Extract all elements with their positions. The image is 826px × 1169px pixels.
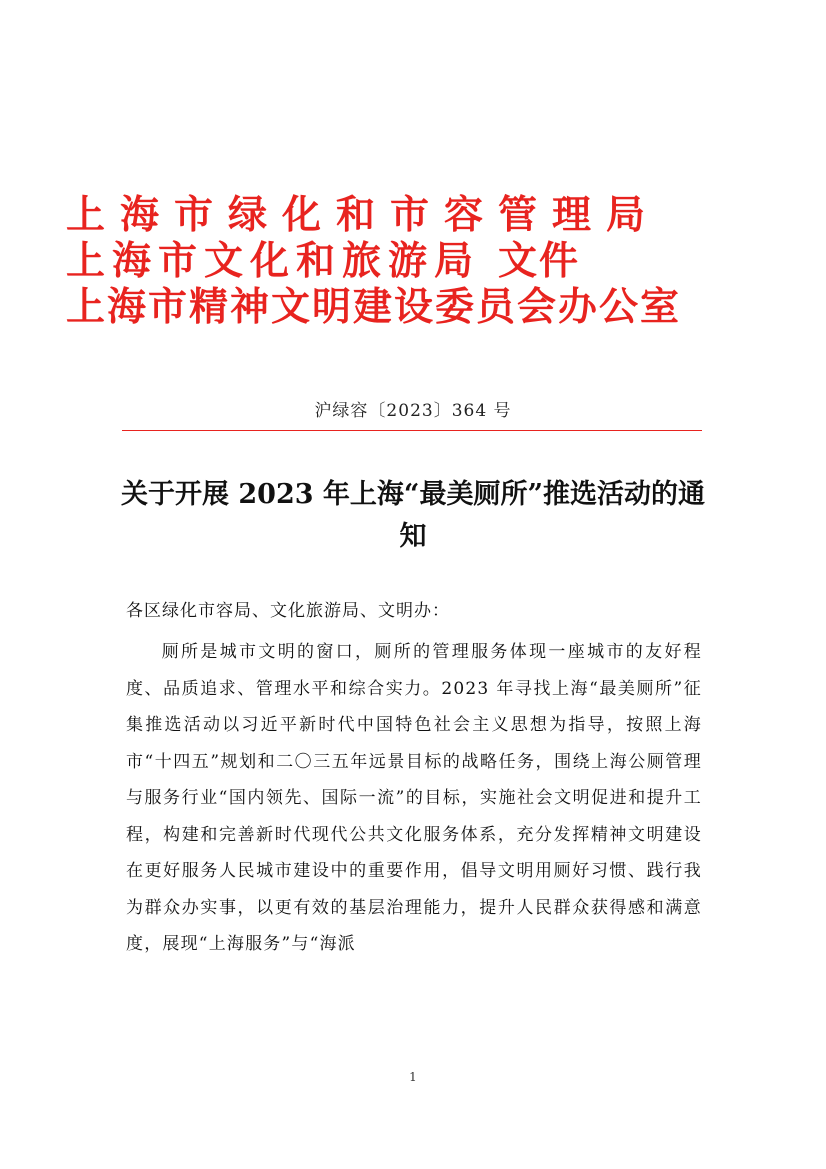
body-paragraph: 厕所是城市文明的窗口，厕所的管理服务体现一座城市的友好程度、品质追求、管理水平和综合实力。2023 年寻找上海“最美厕所”征集推选活动以习近平新时代中国特色社会主义思想为指导，按照上海市“十四五”规划和二〇三五年远景目标的战略任务，围绕上海公厕管理与服务行业“国内领先、国际一流”的目标，实施社会文明促进和提升工程，构建和完善新时代现代公共文化服务体系，充分发挥精神文明建设在更好服务人民城市建设中的重要作用，倡导文明用厕好习惯、践行我为群众办实事，以更有效的基层治理能力，提升人民群众获得感和满意度，展现“上海服务”与“海派 xyxy=(126,642,702,954)
red-divider-line xyxy=(122,430,702,431)
org-line-civilization-office: 上海市精神文明建设委员会办公室 xyxy=(66,284,682,330)
org-line-culture-tourism-bureau xyxy=(66,238,776,284)
document-title: 关于开展 2023 年上海“最美厕所”推选活动的通知 xyxy=(120,479,705,552)
org-line-greening-bureau: 上海市绿化和市容管理局 xyxy=(66,192,661,238)
issuing-authorities-header xyxy=(66,192,776,330)
org-line-culture-tourism-text: 上海市文化和旅游局 xyxy=(66,238,481,284)
page-number: 1 xyxy=(409,1070,417,1084)
document-suffix: 文件 xyxy=(498,238,581,284)
salutation: 各区绿化市容局、文化旅游局、文明办： xyxy=(126,601,450,621)
document-number: 沪绿容〔2023〕364 号 xyxy=(314,401,512,421)
